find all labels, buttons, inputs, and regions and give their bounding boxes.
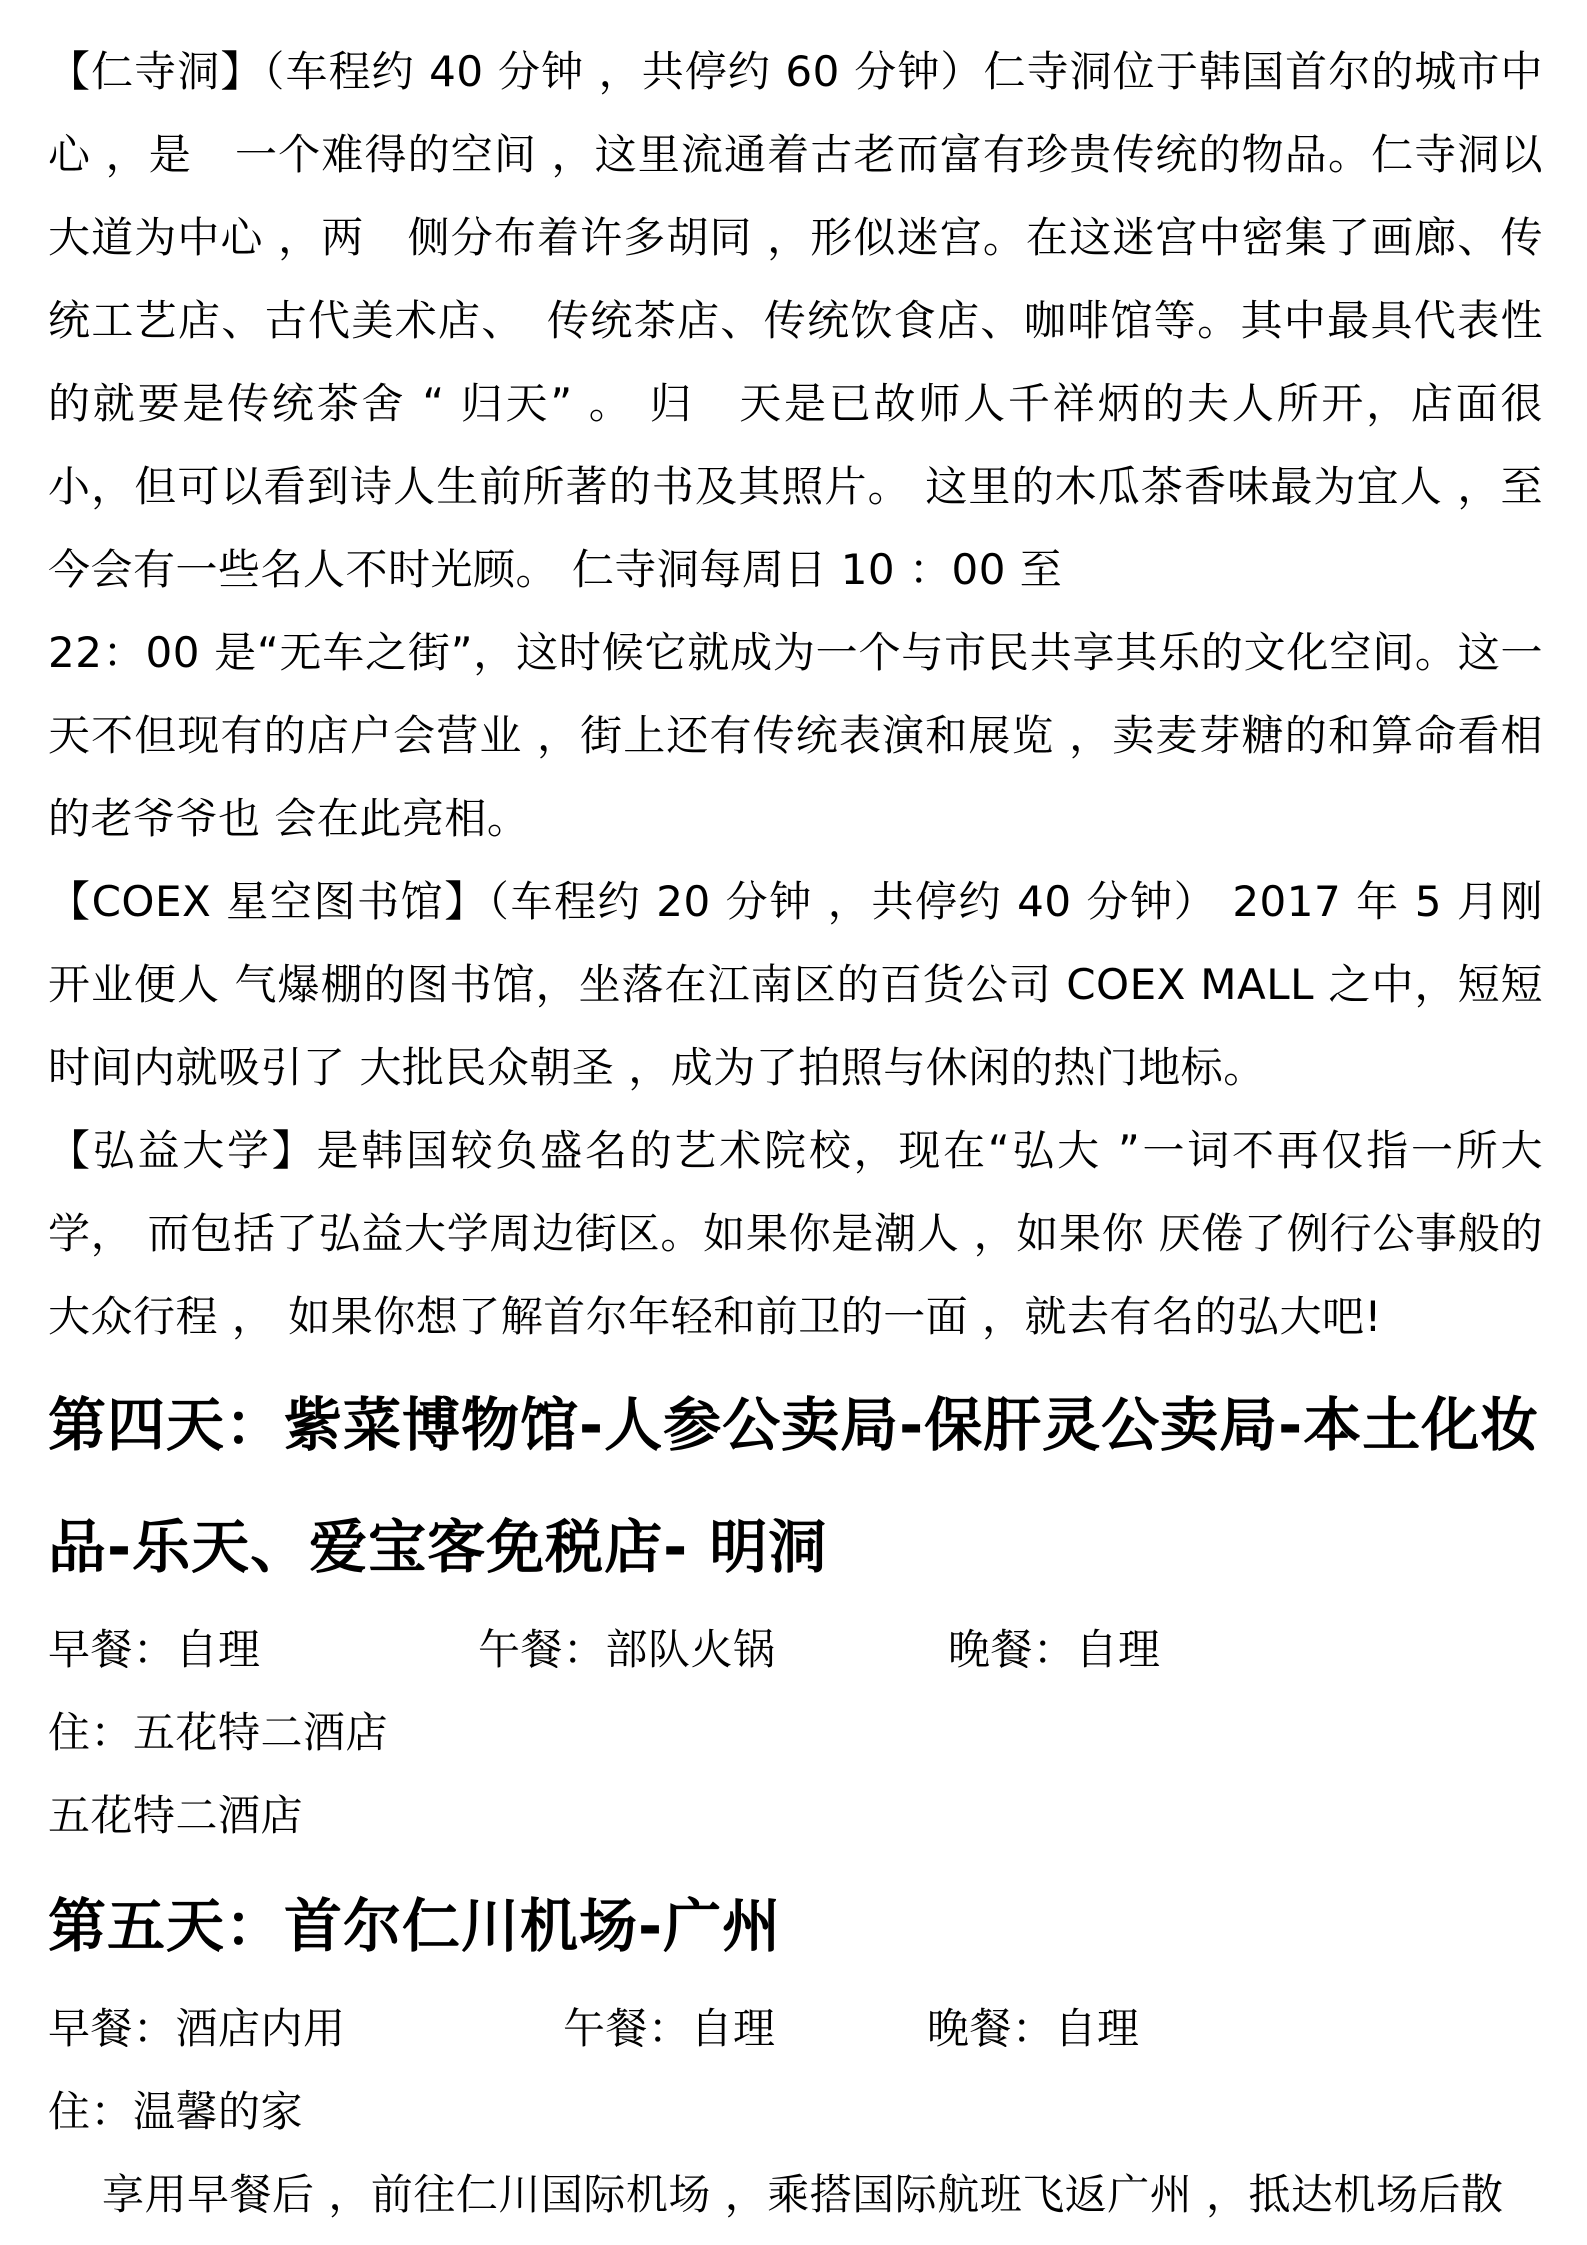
day5-accommodation: 住：温馨的家 xyxy=(48,2087,304,2136)
day4-dinner: 晚餐：自理 xyxy=(948,1625,1161,1674)
day4-meals xyxy=(48,1608,1543,1691)
day4-lunch: 午餐：部队火锅 xyxy=(478,1625,776,1674)
day5-lunch: 午餐：自理 xyxy=(563,2004,776,2053)
coex-paragraph: 【COEX 星空图书馆】（车程约 20 分钟 ，共停约 40 分钟） 2017 年 5 月刚开业便人 气爆棚的图书馆，坐落在江南区的百货公司 COEX MALL 之中，短短时间内就吸引了 大批民众朝圣 ，成为了拍照与休闲的热门地标。 xyxy=(48,877,1543,1092)
insadong-paragraph-continued: 22：00 是“无车之街”，这时候它就成为一个与市民共享其乐的文化空间。这一天不但现有的店户会营业 ，街上还有传统表演和展览 ，卖麦芽糖的和算命看相的老爷爷也 会在此亮相。 xyxy=(48,628,1543,843)
day5-dinner: 晚餐：自理 xyxy=(927,2004,1140,2053)
day5-meals xyxy=(48,1987,1543,2070)
day4-breakfast: 早餐：自理 xyxy=(48,1625,261,1674)
insadong-paragraph: 【仁寺洞】（车程约 40 分钟 ，共停约 60 分钟）仁寺洞位于韩国首尔的城市中心 ，是 一个难得的空间 ，这里流通着古老而富有珍贵传统的物品。仁寺洞以大道为中心 ，两 侧分布着许多胡同 ，形似迷宫。在这迷宫中密集了画廊、传统工艺店、古代美术店、 传统茶店、传统饮食店、咖啡馆等。其中最具代表性的就要是传统茶舍 “ 归天” 。 归 天是已故师人千祥炳的夫人所开，店面很小，但可以看到诗人生前所著的书及其照片。 这里的木瓜茶香味最为宜人 ，至今会有一些名人不时光顾。 仁寺洞每周日 10 ：00 至 xyxy=(48,47,1543,594)
day4-accommodation: 住：五花特二酒店 xyxy=(48,1708,389,1757)
day5-breakfast: 早餐：酒店内用 xyxy=(48,2004,346,2053)
day5-body-paragraph: 享用早餐后 ，前往仁川国际机场 ，乘搭国际航班飞返广州 ，抵达机场后散 xyxy=(102,2170,1504,2219)
day4-hotel-name: 五花特二酒店 xyxy=(48,1791,304,1840)
day4-title: 第四天：紫菜博物馆-人参公卖局-保肝灵公卖局-本土化妆品-乐天、爱宝客免税店- 明洞 xyxy=(48,1391,1540,1581)
hongik-paragraph: 【弘益大学】是韩国较负盛名的艺术院校，现在“弘大 ”一词不再仅指一所大学， 而包括了弘益大学周边街区。如果你是潮人 ，如果你 厌倦了例行公事般的大众行程 ， 如果你想了解首尔年轻和前卫的一面 ，就去有名的弘大吧! xyxy=(48,1126,1543,1341)
document-page xyxy=(48,30,1543,2236)
day5-title: 第五天：首尔仁川机场-广州 xyxy=(48,1892,782,1960)
